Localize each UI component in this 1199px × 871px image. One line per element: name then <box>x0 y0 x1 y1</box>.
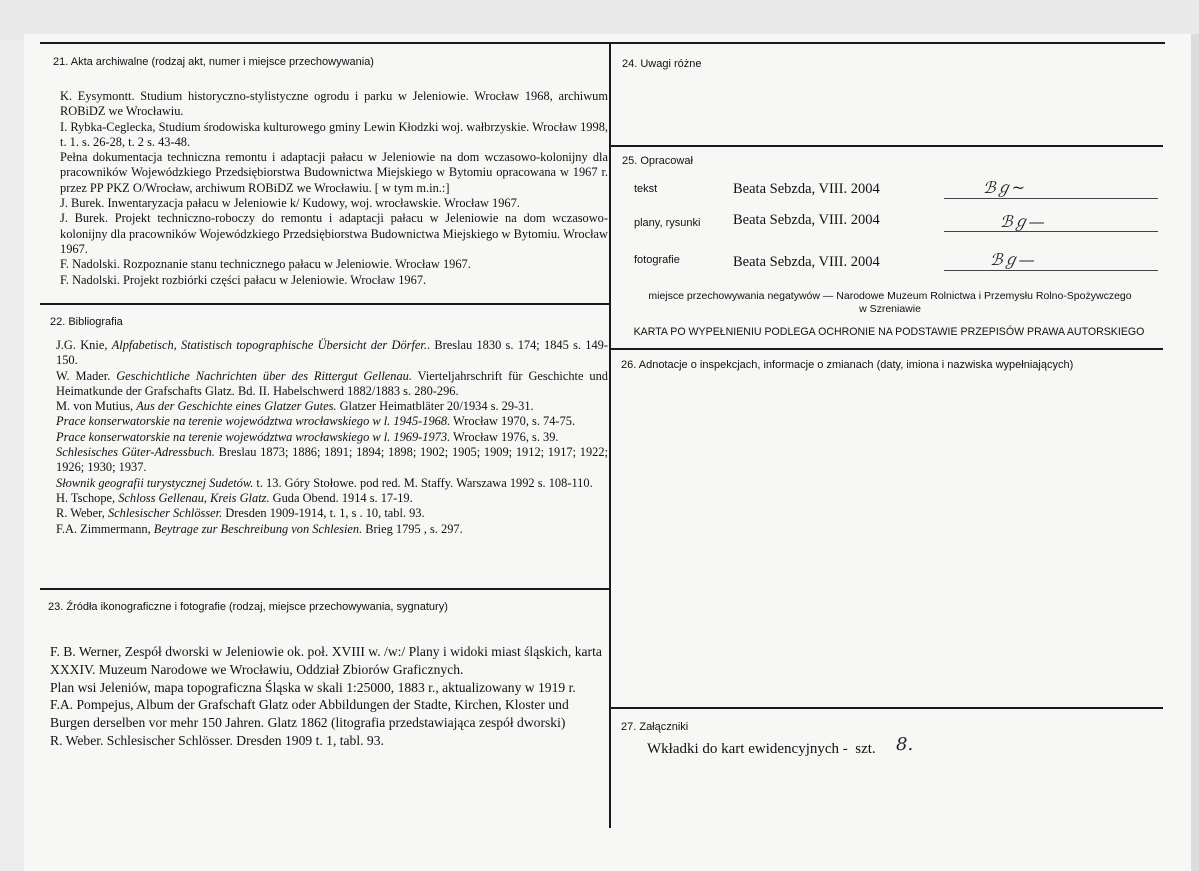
section-24-heading: 24. Uwagi różne <box>622 58 702 70</box>
negatives-location <box>620 290 1160 316</box>
scan-right-edge <box>1191 34 1199 871</box>
signature-line-text <box>944 198 1158 199</box>
prepared-value-photos: Beata Sebzda, VIII. 2004 <box>733 254 880 270</box>
section-27-heading: 27. Załączniki <box>621 721 689 733</box>
archive-entry: J. Burek. Inwentaryzacja pałacu w Jeleniowie k/ Kudowy, woj. wrocławskie. Wrocław 1967. <box>60 196 520 211</box>
section-22-content <box>56 338 608 537</box>
section-25-heading: 25. Opracował <box>622 155 693 167</box>
signature-photos: ℬℊ— <box>990 250 1035 269</box>
copyright-notice: KARTA PO WYPEŁNIENIU PODLEGA OCHRONIE NA PODSTAWIE PRZEPISÓW PRAWA AUTORSKIEGO <box>633 326 1145 338</box>
archive-entry: I. Rybka-Ceglecka, Studium środowiska kulturowego gminy Lewin Kłodzki woj. wałbrzyskie. Wrocław 1998, t. 1. s. 26-28, t. 2 s. 43-48. <box>60 119 608 149</box>
signature-line-plans <box>944 231 1158 232</box>
section-23-content <box>50 643 605 750</box>
signature-line-photos <box>944 270 1158 271</box>
iconography-entry: R. Weber. Schlesischer Schlösser. Dresden 1909 t. 1, tabl. 93. <box>50 732 384 748</box>
negatives-location-line2: w Szreniawie <box>859 303 921 315</box>
signature-plans: ℬℊ— <box>1000 212 1045 231</box>
bibliography-entry: J.G. Knie, Alpfabetisch, Statistisch topographische Übersicht der Dörfer.. Breslau 1830 s. 174; 1845 s. 149-150. <box>56 338 608 368</box>
section-21-heading: 21. Akta archiwalne (rodzaj akt, numer i miejsce przechowywania) <box>53 56 374 68</box>
archive-entry: F. Nadolski. Projekt rozbiórki części pałacu w Jeleniowie. Wrocław 1967. <box>60 272 427 287</box>
prepared-label-text: tekst <box>634 183 658 195</box>
bibliography-entry: Słownik geografii turystycznej Sudetów. t. 13. Góry Stołowe. pod red. M. Staffy. Warszawa 1992 s. 108-110. <box>56 475 593 490</box>
column-divider <box>609 42 611 828</box>
bibliography-entry: R. Weber, Schlesischer Schlösser. Dresden 1909-1914, t. 1, s . 10, tabl. 93. <box>56 506 425 521</box>
attachments-text: Wkładki do kart ewidencyjnych - szt. <box>647 741 876 757</box>
iconography-entry: Plan wsi Jeleniów, mapa topograficzna Śląska w skali 1:25000, 1883 r., aktualizowany w 1919 r. <box>50 679 576 695</box>
prepared-value-text: Beata Sebzda, VIII. 2004 <box>733 181 880 197</box>
section-23-heading: 23. Źródła ikonograficzne i fotografie (rodzaj, miejsce przechowywania, sygnatury) <box>48 601 448 613</box>
rule-26-27 <box>611 707 1163 709</box>
rule-25-26 <box>611 348 1163 350</box>
bibliography-entry: M. von Mutius, Aus der Geschichte eines Glatzer Gutes. Glatzer Heimatbläter 20/1934 s. 29-31. <box>56 399 534 414</box>
bibliography-entry: H. Tschope, Schloss Gellenau, Kreis Glatz. Guda Obend. 1914 s. 17-19. <box>56 490 413 505</box>
top-rule <box>40 42 1165 44</box>
bibliography-entry: W. Mader. Geschichtliche Nachrichten über des Rittergut Gellenau. Vierteljahrschrift für Geschichte und Heimatkunde der Grafschafts Glatz. Bd. II. Habelschwerd 1882/1883 s. 280-296. <box>56 368 608 398</box>
bibliography-entry: Prace konserwatorskie na terenie województwa wrocławskiego w l. 1945-1968. Wrocław 1970, s. 74-75. <box>56 414 576 429</box>
iconography-entry: F.A. Pompejus, Album der Grafschaft Glatz oder Abbildungen der Stadte, Kirchen, Kloster und Burgen derselben vor mehr 150 Jahren. Glatz 1862 (litografia przedstawiająca zespół dworski) <box>50 697 569 731</box>
prepared-value-plans: Beata Sebzda, VIII. 2004 <box>733 212 880 228</box>
archive-entry: Pełna dokumentacja techniczna remontu i adaptacji pałacu w Jeleniowie na dom wczasowo-kolonijny dla pracowników Wojewódzkiego Przedsiębiorstwa Budownictwa Miejskiego w Bytomiu opracowana w 1967 r. przez PP PKZ O/Wrocław, archiwum ROBiDZ we Wrocławiu. [ w tym m.in.:] <box>60 150 608 195</box>
prepared-label-plans: plany, rysunki <box>634 217 701 229</box>
rule-21-22 <box>40 303 609 305</box>
signature-text: ℬℊ~ <box>983 178 1025 197</box>
rule-24-25 <box>611 145 1163 147</box>
iconography-entry: F. B. Werner, Zespół dworski w Jeleniowie ok. poł. XVIII w. /w:/ Plany i widoki miast śląskich, karta XXXIV. Muzeum Narodowe we Wrocławiu, Oddział Zbiorów Graficznych. <box>50 644 602 677</box>
negatives-location-line1: miejsce przechowywania negatywów — Narodowe Muzeum Rolnictwa i Przemysłu Rolno-Spożywczego <box>648 290 1132 302</box>
archive-entry: J. Burek. Projekt techniczno-roboczy do remontu i adaptacji pałacu w Jeleniowie na dom wczasowo-kolonijny dla pracowników Wojewódzkiego Przedsiębiorstwa Budownictwa Miejskiego w Bytomiu. Wrocław 1967. <box>60 211 608 256</box>
section-22-heading: 22. Bibliografia <box>50 316 123 328</box>
rule-22-23 <box>40 588 609 590</box>
attachments-count: 8. <box>896 734 914 755</box>
prepared-label-photos: fotografie <box>634 254 680 266</box>
archive-entry: K. Eysymontt. Studium historyczno-stylistyczne ogrodu i parku w Jeleniowie. Wrocław 1968, archiwum ROBiDZ we Wrocławiu. <box>60 89 608 119</box>
archive-entry: F. Nadolski. Rozpoznanie stanu technicznego pałacu w Jeleniowie. Wrocław 1967. <box>60 257 471 272</box>
section-21-content <box>60 89 608 288</box>
bibliography-entry: Prace konserwatorskie na terenie województwa wrocławskiego w l. 1969-1973. Wrocław 1976, s. 39. <box>56 429 559 444</box>
section-26-heading: 26. Adnotacje o inspekcjach, informacje o zmianach (daty, imiona i nazwiska wypełniających) <box>621 359 1074 371</box>
bibliography-entry: Schlesisches Güter-Adressbuch. Breslau 1873; 1886; 1891; 1894; 1898; 1902; 1905; 1909; 1912; 1917; 1922; 1926; 1930; 1937. <box>56 445 608 475</box>
bibliography-entry: F.A. Zimmermann, Beytrage zur Beschreibung von Schlesien. Brieg 1795 , s. 297. <box>56 521 463 536</box>
